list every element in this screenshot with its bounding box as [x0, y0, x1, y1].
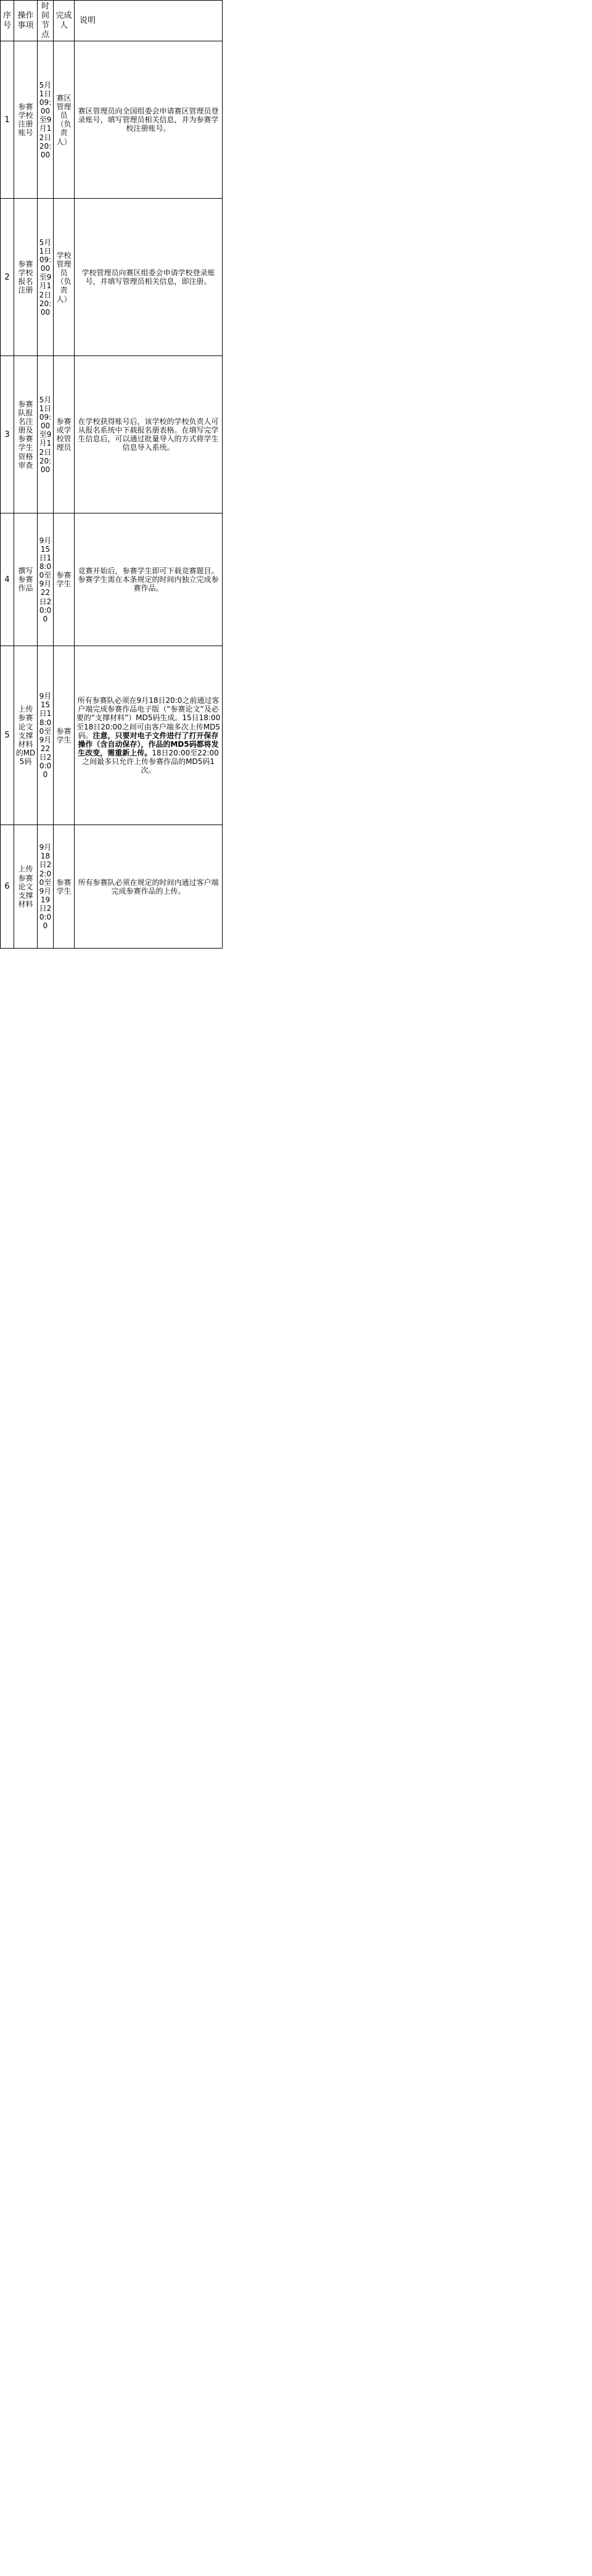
- cell-responsible-person: 参赛学生: [54, 513, 75, 646]
- cell-description: [75, 513, 223, 646]
- description-paragraph: [76, 696, 221, 775]
- competition-schedule-table: [0, 0, 223, 949]
- column-header-who: 完成人: [54, 1, 75, 41]
- cell-sequence-number: 4: [1, 513, 14, 646]
- cell-time-node: 5月1日09:00至9月12日20:00: [38, 356, 54, 513]
- cell-time-node: 9月18日22:00至9月19日20:00: [38, 825, 54, 949]
- cell-operation-item: 参赛队报名注册及参赛学生资格审查: [14, 356, 38, 513]
- cell-description: [75, 41, 223, 199]
- cell-responsible-person: 参赛学生: [54, 825, 75, 949]
- cell-time-node: 9月15日18:00至9月22日20:00: [38, 513, 54, 646]
- column-header-time: 时间节点: [38, 1, 54, 41]
- description-text: 所有参赛队必须在9月18日20:0之前通过客户端完成参赛作品电子版（“参赛论文”及必要的“支撑材料”）MD5码生成。15日18:00至18日20:00之间可由客户端多次上传MD5码。: [76, 696, 221, 740]
- description-text: 赛区管理员向全国组委会申请赛区管理员登录账号，填写管理员相关信息，并为参赛学校注册账号。: [78, 107, 219, 133]
- description-text: 18日20:00至22:00之间最多只允许上传参赛作品的MD5码1次。: [82, 749, 219, 775]
- cell-description: [75, 356, 223, 513]
- column-header-seq: 序号: [1, 1, 14, 41]
- description-paragraph: [76, 268, 221, 286]
- cell-sequence-number: 1: [1, 41, 14, 199]
- document-page: [0, 0, 222, 949]
- cell-operation-item: 参赛学校注册账号: [14, 41, 38, 199]
- cell-operation-item: 上传参赛论文支撑材料: [14, 825, 38, 949]
- cell-sequence-number: 5: [1, 646, 14, 825]
- cell-time-node: 5月1日09:00至9月12日20:00: [38, 41, 54, 199]
- table-row: [1, 646, 223, 825]
- cell-responsible-person: 参赛或学校管理员: [54, 356, 75, 513]
- cell-operation-item: 参赛学校报名注册: [14, 199, 38, 356]
- cell-operation-item: 上传参赛论文支撑材料的MD5码: [14, 646, 38, 825]
- cell-operation-item: 撰写参赛作品: [14, 513, 38, 646]
- description-text: 竞赛开始后，参赛学生即可下载竞赛题目。: [78, 567, 219, 576]
- description-text: 所有参赛队必须在规定的时间内通过客户端完成参赛作品的上传。: [78, 878, 219, 895]
- description-paragraph: [76, 417, 221, 452]
- cell-sequence-number: 3: [1, 356, 14, 513]
- table-row: [1, 825, 223, 949]
- cell-responsible-person: 参赛学生: [54, 646, 75, 825]
- cell-time-node: 9月15日18:00至9月22日20:00: [38, 646, 54, 825]
- table-row: [1, 513, 223, 646]
- description-text: 参赛学生需在本条规定的时间内独立完成参赛作品。: [78, 575, 219, 593]
- cell-time-node: 5月1日09:00至9月12日20:00: [38, 199, 54, 356]
- description-paragraph: [76, 878, 221, 895]
- description-paragraph: [76, 107, 221, 133]
- table-header: [1, 1, 223, 41]
- cell-responsible-person: 赛区管理员（负责人）: [54, 41, 75, 199]
- description-text: 在学校获得账号后，该学校的学校负责人可从报名系统中下载报名册表格。在填写完学生信息后，可以通过批量导入的方式将学生信息导入系统。: [78, 417, 219, 452]
- cell-description: [75, 825, 223, 949]
- table-row: [1, 356, 223, 513]
- description-paragraph: [76, 567, 221, 592]
- cell-responsible-person: 学校管理员（负责人）: [54, 199, 75, 356]
- table-body: [1, 41, 223, 949]
- description-emphasis: 注意，只要对电子文件进行了打开保存操作（含自动保存），作品的MD5码都将发生改变，需重新上传。: [78, 731, 219, 758]
- cell-description: [75, 646, 223, 825]
- cell-sequence-number: 2: [1, 199, 14, 356]
- column-header-item: 操作事项: [14, 1, 38, 41]
- cell-description: [75, 199, 223, 356]
- cell-sequence-number: 6: [1, 825, 14, 949]
- table-header-row: [1, 1, 223, 41]
- description-text: 学校管理员向赛区组委会申请学校登录账号，并填写管理员相关信息，即注册。: [81, 268, 215, 286]
- table-row: [1, 199, 223, 356]
- column-header-desc: 说明: [75, 1, 223, 41]
- table-row: [1, 41, 223, 199]
